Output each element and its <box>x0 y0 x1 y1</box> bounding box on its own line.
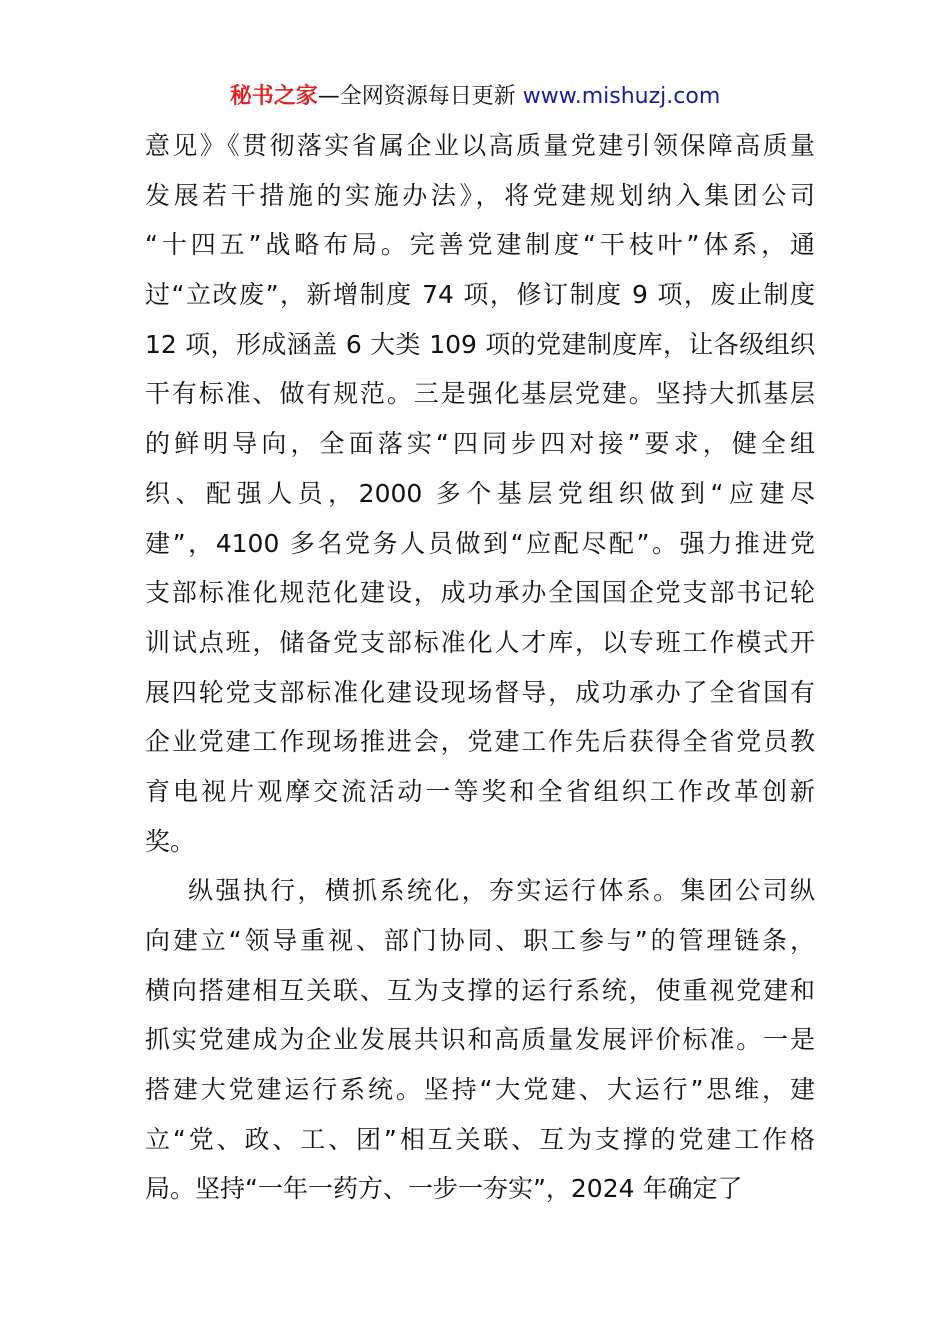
text-line: 12 项，形成涵盖 6 大类 109 项的党建制度库，让各级组织 <box>145 329 815 359</box>
text-line: 织、配强人员，2000 多个基层党组织做到“应建尽 <box>145 478 815 508</box>
text-line: 展四轮党支部标准化建设现场督导，成功承办了全省国有 <box>145 677 815 707</box>
text-line: 局。坚持“一年一药方、一步一夯实”，2024 年确定了 <box>145 1174 743 1204</box>
text-line: 纵强执行，横抓系统化，夯实运行体系。集团公司纵 <box>188 876 815 906</box>
text-line: 训试点班，储备党支部标准化人才库，以专班工作模式开 <box>145 627 815 657</box>
text-line: 过“立改废”，新增制度 74 项，修订制度 9 项，废止制度 <box>145 280 815 310</box>
text-line: 建”，4100 多名党务人员做到“应配尽配”。强力推进党 <box>145 528 815 558</box>
text-line: 奖。 <box>145 826 196 856</box>
site-header <box>0 82 950 112</box>
text-line: 立“党、政、工、团”相互关联、互为支撑的党建工作格 <box>145 1124 815 1154</box>
paragraph <box>145 121 815 866</box>
text-line: 企业党建工作现场推进会，党建工作先后获得全省党员教 <box>145 727 815 757</box>
site-brand: 秘书之家 <box>229 84 318 109</box>
site-url-link[interactable]: www.mishuzj.com <box>522 84 721 109</box>
text-line: 支部标准化规范化建设，成功承办全国国企党支部书记轮 <box>145 578 815 608</box>
text-line: 意见》《贯彻落实省属企业以高质量党建引领保障高质量 <box>145 131 815 160</box>
text-line: “十四五”战略布局。完善党建制度“干枝叶”体系，通 <box>145 230 815 260</box>
text-line: 干有标准、做有规范。三是强化基层党建。坚持大抓基层 <box>145 379 815 409</box>
text-line: 抓实党建成为企业发展共识和高质量发展评价标准。一是 <box>145 1025 815 1055</box>
paragraph <box>145 866 815 1214</box>
site-slogan: —全网资源每日更新 <box>317 84 516 109</box>
text-line: 横向搭建相互关联、互为支撑的运行系统，使重视党建和 <box>145 975 815 1005</box>
text-line: 向建立“领导重视、部门协同、职工参与”的管理链条， <box>145 926 815 955</box>
text-line: 搭建大党建运行系统。坚持“大党建、大运行”思维，建 <box>145 1075 815 1105</box>
document-body <box>145 121 815 1214</box>
text-line: 发展若干措施的实施办法》，将党建规划纳入集团公司 <box>145 180 815 210</box>
text-line: 的鲜明导向，全面落实“四同步四对接”要求，健全组 <box>145 429 815 459</box>
text-line: 育电视片观摩交流活动一等奖和全省组织工作改革创新 <box>145 776 815 806</box>
